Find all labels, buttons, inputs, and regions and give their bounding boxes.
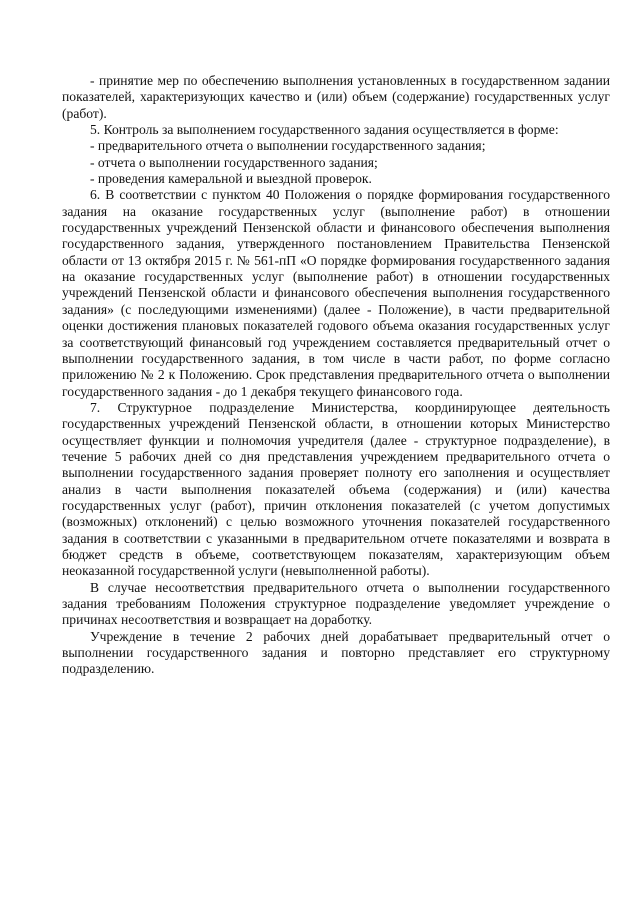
paragraph-measures: - принятие мер по обеспечению выполнения установленных в государственном задании показателей, характеризующих качество и (или) объем (содержание) государственных услуг (работ).: [62, 73, 610, 121]
paragraph-item-7: 7. Структурное подразделение Министерства, координирующее деятельность государственных учреждений Пензенской области, в отношении которых Министерство осуществляет функции и полномочия учредителя (далее - структурное подразделение), в течение 5 рабочих дней со дня представления учреждением предварительного отчета о выполнении государственного задания проверяет полноту его заполнения и осуществляет анализ в части выполнения показателей объема (содержания) и (или) качества государственных услуг (работ), причин отклонения показателей (с учетом допустимых (возможных) отклонений) с целью возможного уточнения показателей государственного задания в соответствии с указанными в предварительном отчете показателями и возврата в бюджет средств в объеме, соответствующем показателям, характеризующим объем неоказанной государственной услуги (невыполненной работы).: [62, 399, 610, 579]
paragraph-item-6: 6. В соответствии с пунктом 40 Положения о порядке формирования государственного задания на оказание государственных услуг (выполнение работ) в отношении государственных учреждений Пензенской области и финансового обеспечения выполнения государственного задания, утвержденного постановлением Правительства Пензенской области от 13 октября 2015 г. № 561-пП «О порядке формирования государственного задания на оказание государственных услуг (выполнение работ) в отношении государственных учреждений Пензенской области и финансового обеспечения выполнения государственного задания» (с последующими изменениями) (далее - Положение), в части предварительной оценки достижения плановых показателей годового объема оказания государственных услуг за соответствующий финансовый год учреждением составляется предварительный отчет о выполнении государственного задания, в том числе в части работ, по форме согласно приложению № 2 к Положению. Срок представления предварительного отчета о выполнении государственного задания - до 1 декабря текущего финансового года.: [62, 187, 610, 399]
list-item-inspections: - проведения камеральной и выездной проверок.: [90, 171, 372, 187]
paragraph-revision: Учреждение в течение 2 рабочих дней дорабатывает предварительный отчет о выполнении государственного задания и повторно представляет его структурному подразделению.: [62, 628, 610, 677]
list-item-preliminary-report: - предварительного отчета о выполнении государственного задания;: [90, 138, 486, 154]
paragraph-item-5: 5. Контроль за выполнением государственного задания осуществляется в форме:: [90, 122, 559, 138]
paragraph-noncompliance: В случае несоответствия предварительного отчета о выполнении государственного задания требованиям Положения структурное подразделение уведомляет учреждение о причинах несоответствия и возвращает на доработку.: [62, 579, 610, 628]
list-item-report: - отчета о выполнении государственного задания;: [90, 154, 378, 170]
